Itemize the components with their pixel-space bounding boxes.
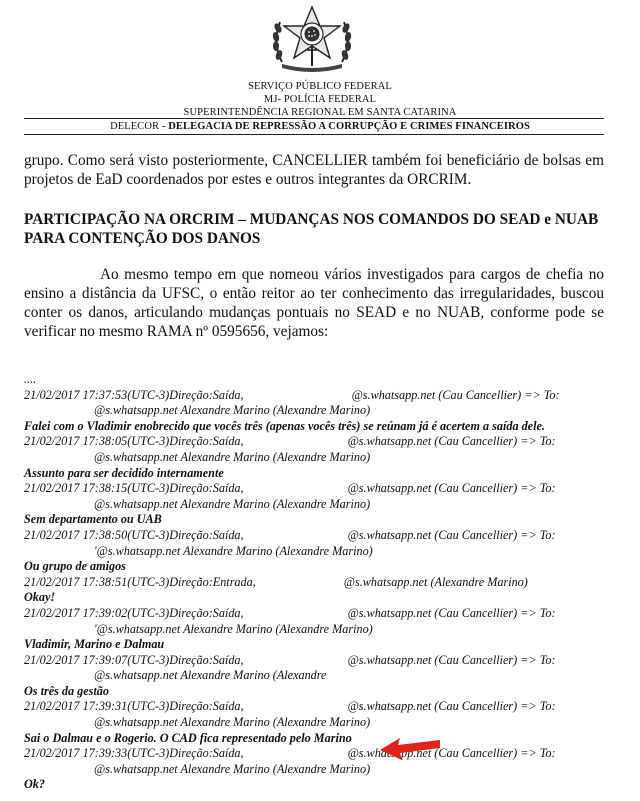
log-entry-meta	[24, 746, 604, 762]
log-recipient: @s.whatsapp.net Alexandre Marino (Alexandre Marino)	[94, 403, 371, 418]
log-recipient: @s.whatsapp.net Alexandre Marino (Alexandre Marino)	[94, 496, 371, 511]
header-divider-bottom	[24, 134, 604, 135]
log-entry	[24, 746, 604, 793]
log-recipient: @s.whatsapp.net Alexandre Marino (Alexandre Marino)	[94, 761, 371, 776]
log-sender: @s.whatsapp.net (Cau Cancellier) => To:	[347, 652, 556, 667]
header-divider	[24, 118, 604, 119]
log-entry-meta	[24, 481, 604, 497]
log-message: Sem departamento ou UAB	[24, 512, 162, 527]
log-sender: @s.whatsapp.net (Cau Cancellier) => To:	[347, 605, 556, 620]
log-entry-meta	[24, 434, 604, 450]
log-timestamp: 21/02/2017 17:39:33(UTC-3)Direção:Saída,	[24, 746, 244, 761]
log-sender: @s.whatsapp.net (Cau Cancellier) => To:	[347, 746, 556, 761]
brazil-coat-of-arms-icon	[268, 4, 356, 72]
intro-paragraph: grupo. Como será visto posteriormente, CANCELLIER também foi beneficiário de bolsas em projetos de EaD coordenados por estes e outros integrantes da ORCRIM.	[24, 152, 604, 188]
log-message: Assunto para ser decidido internamente	[24, 465, 224, 480]
log-entry	[24, 481, 604, 528]
log-sender: @s.whatsapp.net (Cau Cancellier) => To:	[347, 434, 556, 449]
log-timestamp: 21/02/2017 17:39:02(UTC-3)Direção:Saída,	[24, 605, 244, 620]
log-recipient: @s.whatsapp.net Alexandre Marino (Alexandre Marino)	[94, 449, 371, 464]
log-sender: @s.whatsapp.net (Cau Cancellier) => To:	[351, 387, 560, 402]
log-entry-meta	[24, 575, 604, 591]
log-timestamp: 21/02/2017 17:39:31(UTC-3)Direção:Saída,	[24, 699, 244, 714]
header-line-4	[0, 120, 640, 133]
log-sender: @s.whatsapp.net (Cau Cancellier) => To:	[347, 527, 556, 542]
log-timestamp: 21/02/2017 17:38:15(UTC-3)Direção:Saída,	[24, 481, 244, 496]
log-sender: @s.whatsapp.net (Cau Cancellier) => To:	[347, 699, 556, 714]
log-message: Ok?	[24, 777, 45, 792]
log-entry	[24, 606, 604, 653]
header-line-4-bold: DELEGACIA DE REPRESSÃO A CORRUPÇÃO E CRIMES FINANCEIROS	[168, 121, 530, 132]
log-entry-meta	[24, 528, 604, 544]
log-entry-meta	[24, 699, 604, 715]
log-message: Sai o Dalmau e o Rogerio. O CAD fica representado pelo Marino	[24, 730, 352, 745]
log-message: Os três da gestão	[24, 683, 109, 698]
log-ellipsis: ....	[24, 372, 37, 386]
header-line-4-prefix: DELECOR -	[110, 121, 169, 132]
log-message: Vladimir, Marino e Dalmau	[24, 637, 165, 652]
log-message: Okay!	[24, 590, 56, 605]
log-entry-meta	[24, 606, 604, 622]
section-heading: PARTICIPAÇÃO NA ORCRIM – MUDANÇAS NOS COMANDOS DO SEAD e NUAB PARA CONTENÇÃO DOS DANOS	[24, 211, 599, 247]
log-recipient: @s.whatsapp.net Alexandre Marino (Alexandre Marino)	[94, 715, 371, 730]
log-timestamp: 21/02/2017 17:38:51(UTC-3)Direção:Entrada,	[24, 574, 256, 589]
log-timestamp: 21/02/2017 17:38:50(UTC-3)Direção:Saída,	[24, 527, 244, 542]
log-entry	[24, 699, 604, 746]
log-entry	[24, 575, 604, 606]
log-entry-meta	[24, 388, 604, 404]
body-paragraph: Ao mesmo tempo em que nomeou vários investigados para cargos de chefia no ensino a distância da UFSC, o então reitor ao ter conhecimento das irregularidades, buscou conter os danos, articulando mudanças pontuais no SEAD e no NUAB, conforme pode se verificar no mesmo RAMA nº 0595656, vejamos:	[24, 266, 604, 340]
header-line-3: SUPERINTENDÊNCIA REGIONAL EM SANTA CATARINA	[183, 107, 457, 118]
log-entry-meta	[24, 653, 604, 669]
log-entry	[24, 434, 604, 481]
log-timestamp: 21/02/2017 17:37:53(UTC-3)Direção:Saída,	[24, 387, 244, 402]
whatsapp-log	[24, 372, 604, 793]
red-arrow-icon	[378, 734, 442, 762]
log-message: Ou grupo de amigos	[24, 559, 126, 574]
log-entry	[24, 528, 604, 575]
log-recipient: '@s.whatsapp.net Alexandre Marino (Alexandre Marino)	[94, 543, 373, 558]
log-timestamp: 21/02/2017 17:39:07(UTC-3)Direção:Saída,	[24, 652, 244, 667]
log-recipient: @s.whatsapp.net Alexandre Marino (Alexandre	[94, 668, 327, 683]
log-entry	[24, 388, 604, 435]
log-message: Falei com o Vladimir enobrecido que vocês três (apenas vocês três) se reúnam já é acertem a saída dele.	[24, 418, 545, 433]
log-recipient: '@s.whatsapp.net Alexandre Marino (Alexandre Marino)	[94, 621, 373, 636]
header-line-2: MJ- POLÍCIA FEDERAL	[263, 94, 377, 105]
log-sender: @s.whatsapp.net (Cau Cancellier) => To:	[347, 481, 556, 496]
log-entry	[24, 653, 604, 700]
log-sender: @s.whatsapp.net (Alexandre Marino)	[343, 574, 528, 589]
log-timestamp: 21/02/2017 17:38:05(UTC-3)Direção:Saída,	[24, 434, 244, 449]
header-line-1: SERVIÇO PÚBLICO FEDERAL	[248, 81, 392, 92]
